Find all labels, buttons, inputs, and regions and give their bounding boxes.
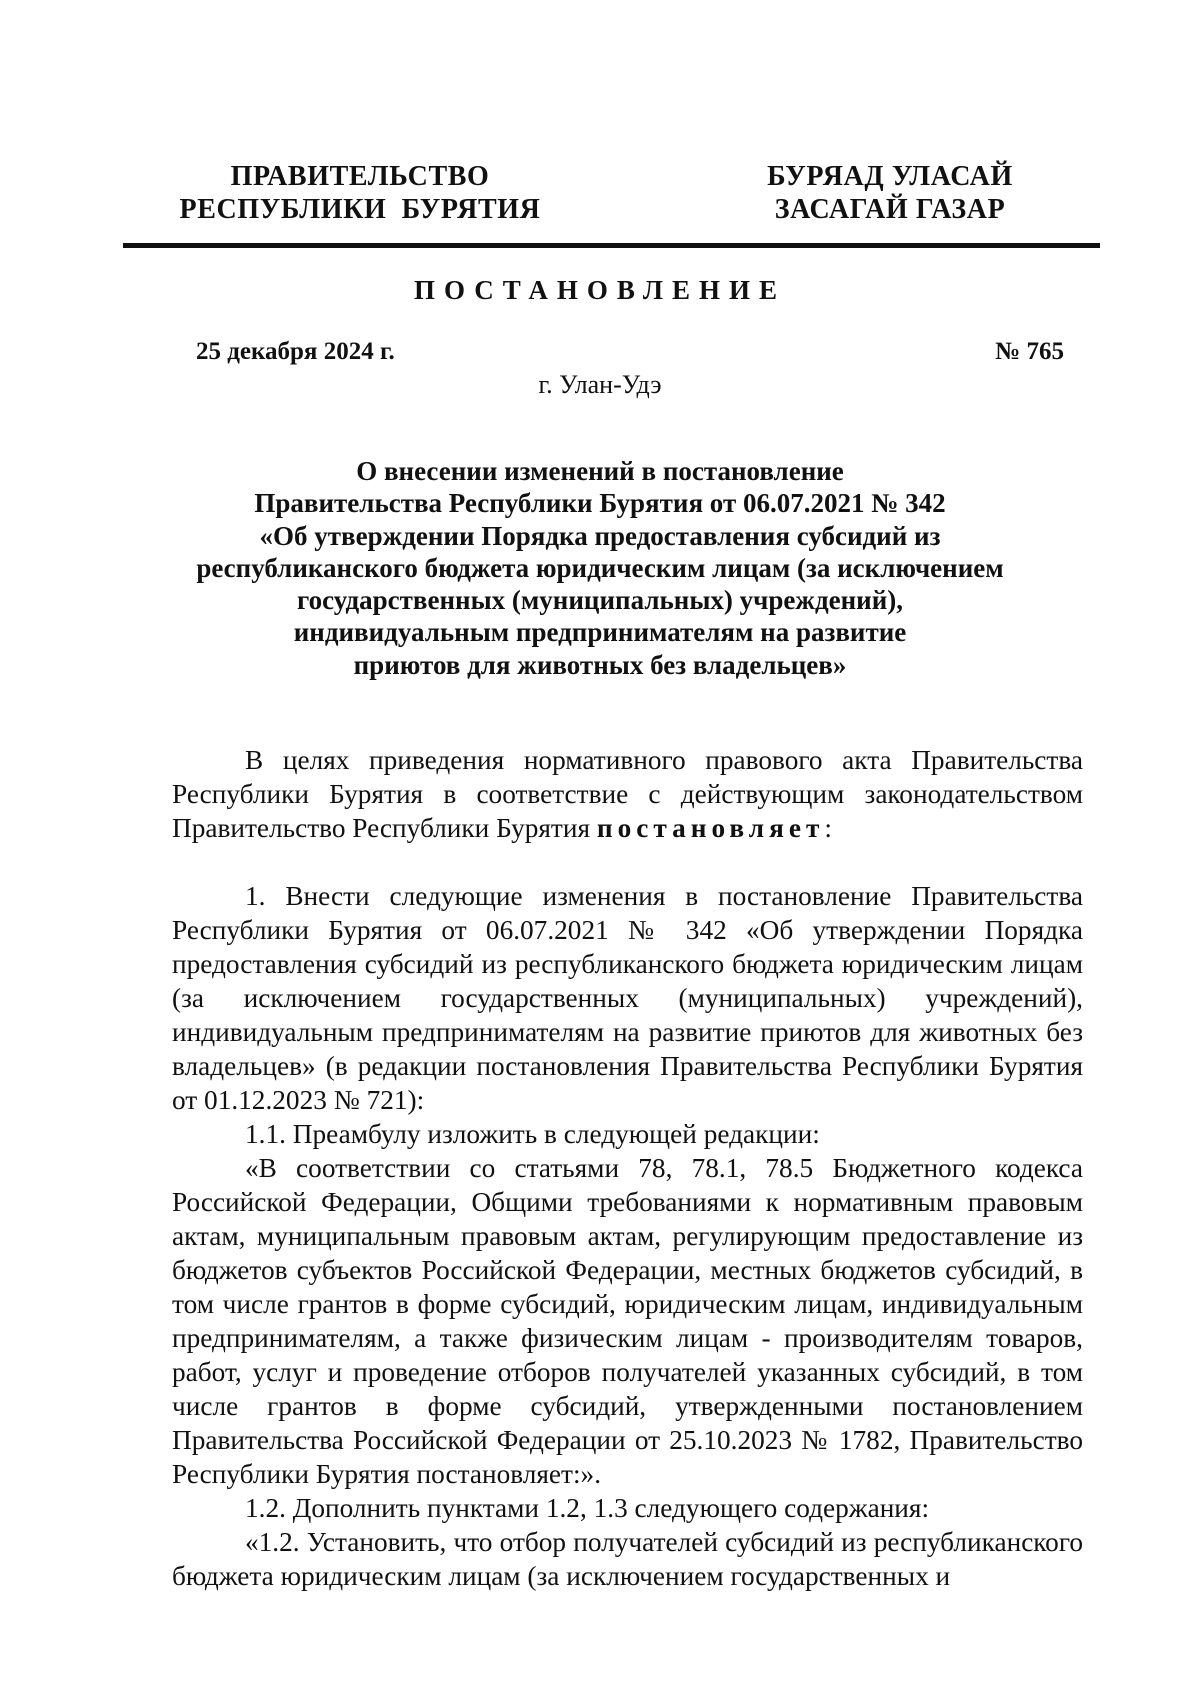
header-divider (123, 243, 1100, 248)
document-city: г. Улан-Удэ (538, 370, 662, 399)
title-line: государственных (муниципальных) учреждений), (296, 585, 903, 616)
document-number: № 765 (995, 338, 1064, 365)
issuer-buryat-line2: ЗАСАГАЙ ГАЗАР (774, 194, 1006, 225)
body-paragraph: «В соответствии со статьями 78, 78.1, 78.5 Бюджетного кодекса Российской Федерации, Общими требованиями к нормативным правовым актам, муниципальным правовым актам, регулирующим предоставление из бюджетов субъектов Российской Федерации, местных бюджетов субсидий, в том числе грантов в форме субсидий, юридическим лицам, индивидуальным предпринимателям, а также физическим лицам - производителям товаров, работ, услуг и проведение отборов получателей указанных субсидий, в том числе грантов в форме субсидий, утвержденными постановлением Правительства Российской Федерации от 25.10.2023 № 1782, Правительство Республики Бурятия постановляет:». (172, 1153, 1083, 1489)
preamble-paragraph (172, 743, 1083, 845)
document-type: ПОСТАНОВЛЕНИЕ (413, 275, 787, 305)
issuer-russian (150, 160, 570, 226)
title-line: республиканского бюджета юридическим лицам (за исключением (196, 552, 1004, 583)
document-title (150, 455, 1050, 681)
title-line: приютов для животных без владельцев» (353, 649, 847, 680)
body-paragraph: 1. Внести следующие изменения в постановление Правительства Республики Бурятия от 06.07.2021 № 342 «Об утверждении Порядка предоставления субсидий из республиканского бюджета юридическим лицам (за исключением государственных (муниципальных) учреждений), индивидуальным предпринимателям на развитие приютов для животных без владельцев» (в редакции постановления Правительства Республики Бурятия от 01.12.2023 № 721): (172, 881, 1083, 1115)
title-line: О внесении изменений в постановление (356, 456, 844, 486)
body-paragraph: «1.2. Установить, что отбор получателей субсидий из республиканского бюджета юридическим лицам (за исключением государственных и (172, 1527, 1083, 1591)
title-line: «Об утверждении Порядка предоставления субсидий из (259, 520, 941, 551)
body-paragraph: 1.2. Дополнить пунктами 1.2, 1.3 следующего содержания: (245, 1493, 930, 1523)
document-body (172, 743, 1083, 1593)
issuer-russian-line1: ПРАВИТЕЛЬСТВО (230, 161, 490, 192)
issuer-buryat (735, 160, 1045, 226)
preamble-text: В целях приведения нормативного правового акта Правительства Республики Бурятия в соответствие с действующим законодательством Правительство Республики Бурятия (172, 745, 1083, 843)
document-date: 25 декабря 2024 г. (196, 338, 395, 365)
preamble-suffix: : (824, 813, 833, 843)
title-line: Правительства Республики Бурятия от 06.07.2021 № 342 (254, 488, 946, 519)
body-paragraph: 1.1. Преамбулу изложить в следующей редакции: (245, 1119, 820, 1149)
title-line: индивидуальным предпринимателям на развитие (293, 617, 907, 648)
decree-word: постановляет (596, 813, 825, 843)
issuer-russian-line2: РЕСПУБЛИКИ БУРЯТИЯ (179, 194, 541, 225)
issuer-buryat-line1: БУРЯАД УЛАСАЙ (767, 161, 1013, 192)
